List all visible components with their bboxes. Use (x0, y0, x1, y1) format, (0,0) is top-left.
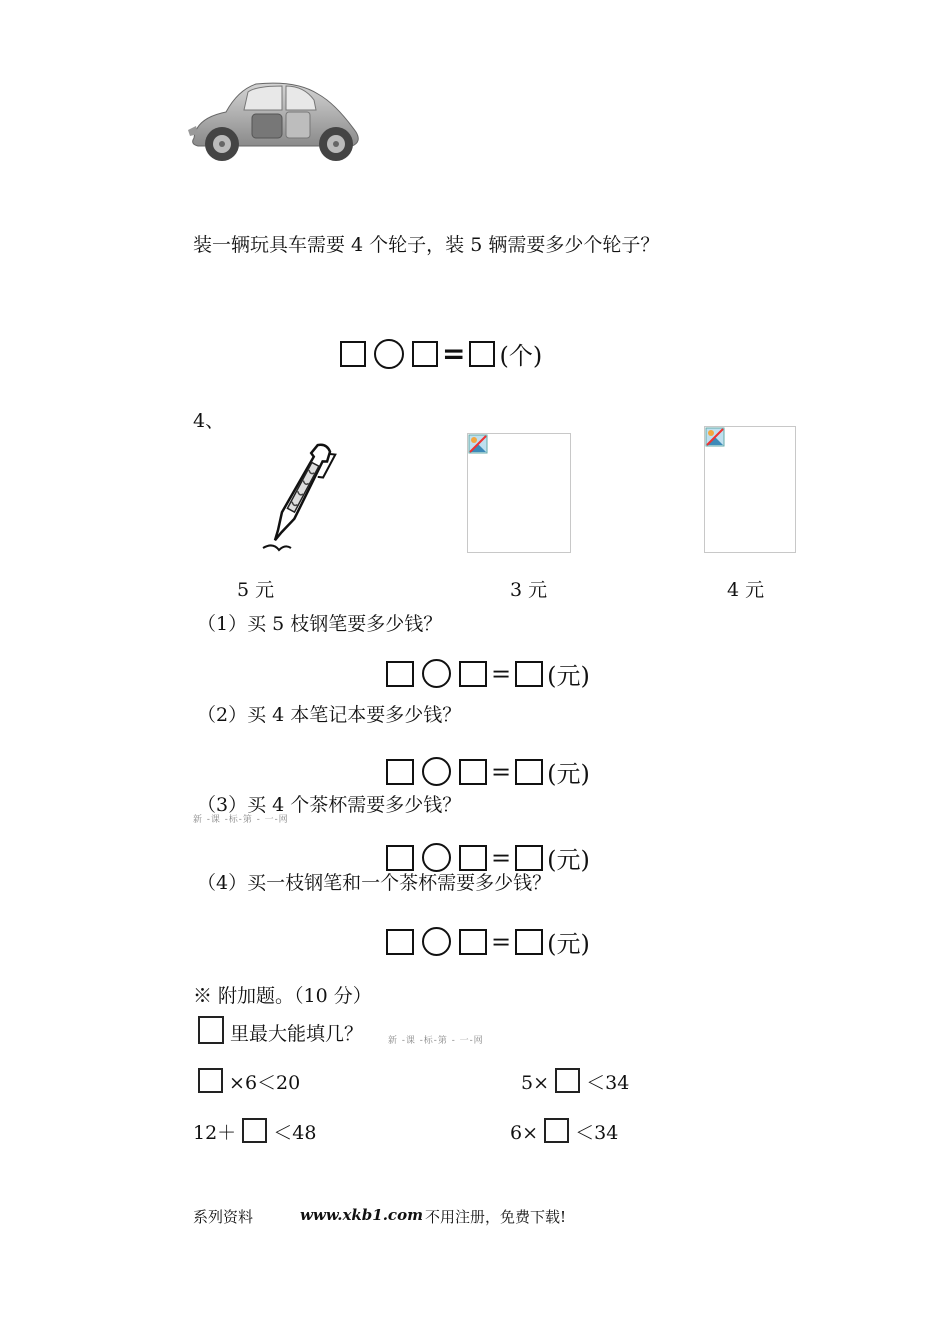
operator-circle[interactable] (422, 757, 451, 786)
footer-left-text: 系列资料 (193, 1208, 254, 1226)
inequality-1-text: ×6＜20 (229, 1072, 301, 1094)
equals-sign: = (491, 659, 512, 688)
result-box[interactable] (515, 759, 543, 785)
inequality-4-prefix: 6× (510, 1122, 539, 1144)
q4-question-1: （1）买 5 枝钢笔要多少钱？ (197, 613, 443, 635)
answer-box[interactable] (412, 341, 438, 367)
q3-equation (340, 336, 542, 371)
answer-box[interactable] (386, 929, 414, 955)
answer-box[interactable] (555, 1068, 580, 1093)
equals-sign: = (442, 337, 466, 370)
answer-box[interactable] (198, 1016, 224, 1044)
toy-car-illustration (186, 80, 366, 164)
notebook-image-placeholder (467, 433, 571, 553)
answer-box[interactable] (198, 1068, 223, 1093)
q4-question-2: （2）买 4 本笔记本要多少钱？ (197, 704, 462, 726)
answer-box[interactable] (459, 661, 487, 687)
bonus-prompt: 里最大能填几？ (230, 1023, 364, 1045)
unit-label: (个) (499, 342, 543, 370)
operator-circle[interactable] (422, 659, 451, 688)
watermark: 新 -课 -标-第 - 一-网 (388, 1036, 484, 1046)
result-box[interactable] (515, 661, 543, 687)
pen-illustration (255, 438, 341, 556)
answer-box[interactable] (340, 341, 366, 367)
bonus-title: ※ 附加题。（10 分） (193, 985, 372, 1007)
operator-circle[interactable] (422, 927, 451, 956)
operator-circle[interactable] (374, 339, 404, 369)
result-box[interactable] (515, 845, 543, 871)
answer-box[interactable] (386, 759, 414, 785)
q4-question-4: （4）买一枝钢笔和一个茶杯需要多少钱？ (197, 872, 552, 894)
broken-image-icon (468, 434, 488, 454)
answer-box[interactable] (459, 759, 487, 785)
answer-box[interactable] (386, 661, 414, 687)
answer-box[interactable] (544, 1118, 569, 1143)
watermark: 新 -课 -标-第 - 一-网 (193, 815, 289, 825)
q4-equation-4 (386, 924, 590, 959)
inequality-3-prefix: 12＋ (193, 1122, 237, 1144)
notebook-price: 3 元 (510, 579, 548, 601)
unit-label: (元) (547, 760, 590, 788)
teacup-image-placeholder (704, 426, 796, 553)
inequality-2 (521, 1068, 629, 1095)
q4-number: 4、 (193, 410, 225, 432)
inequality-1 (198, 1068, 300, 1095)
answer-box[interactable] (386, 845, 414, 871)
unit-label: (元) (547, 846, 590, 874)
unit-label: (元) (547, 930, 590, 958)
inequality-4-suffix: ＜34 (575, 1122, 619, 1144)
answer-box[interactable] (459, 929, 487, 955)
inequality-4 (510, 1118, 618, 1145)
result-box[interactable] (469, 341, 495, 367)
equals-sign: = (491, 757, 512, 786)
inequality-3-suffix: ＜48 (273, 1122, 317, 1144)
q4-equation-1 (386, 656, 590, 691)
q3-problem-text: 装一辆玩具车需要 4 个轮子，装 5 辆需要多少个轮子？ (193, 234, 660, 256)
equals-sign: = (491, 843, 512, 872)
footer-url-link[interactable]: www.xkb1.com (300, 1206, 423, 1224)
inequality-2-prefix: 5× (521, 1072, 550, 1094)
equals-sign: = (491, 927, 512, 956)
bonus-prompt-row (198, 1016, 363, 1046)
teacup-price: 4 元 (727, 579, 765, 601)
answer-box[interactable] (242, 1118, 267, 1143)
result-box[interactable] (515, 929, 543, 955)
pen-price: 5 元 (237, 579, 275, 601)
answer-box[interactable] (459, 845, 487, 871)
footer-right-text: 不用注册，免费下载! (425, 1208, 567, 1226)
inequality-3 (193, 1118, 316, 1145)
q4-question-3: （3）买 4 个茶杯需要多少钱？ (197, 794, 462, 816)
broken-image-icon (705, 427, 725, 447)
inequality-2-suffix: ＜34 (586, 1072, 630, 1094)
unit-label: (元) (547, 662, 590, 690)
q4-equation-2 (386, 754, 590, 789)
